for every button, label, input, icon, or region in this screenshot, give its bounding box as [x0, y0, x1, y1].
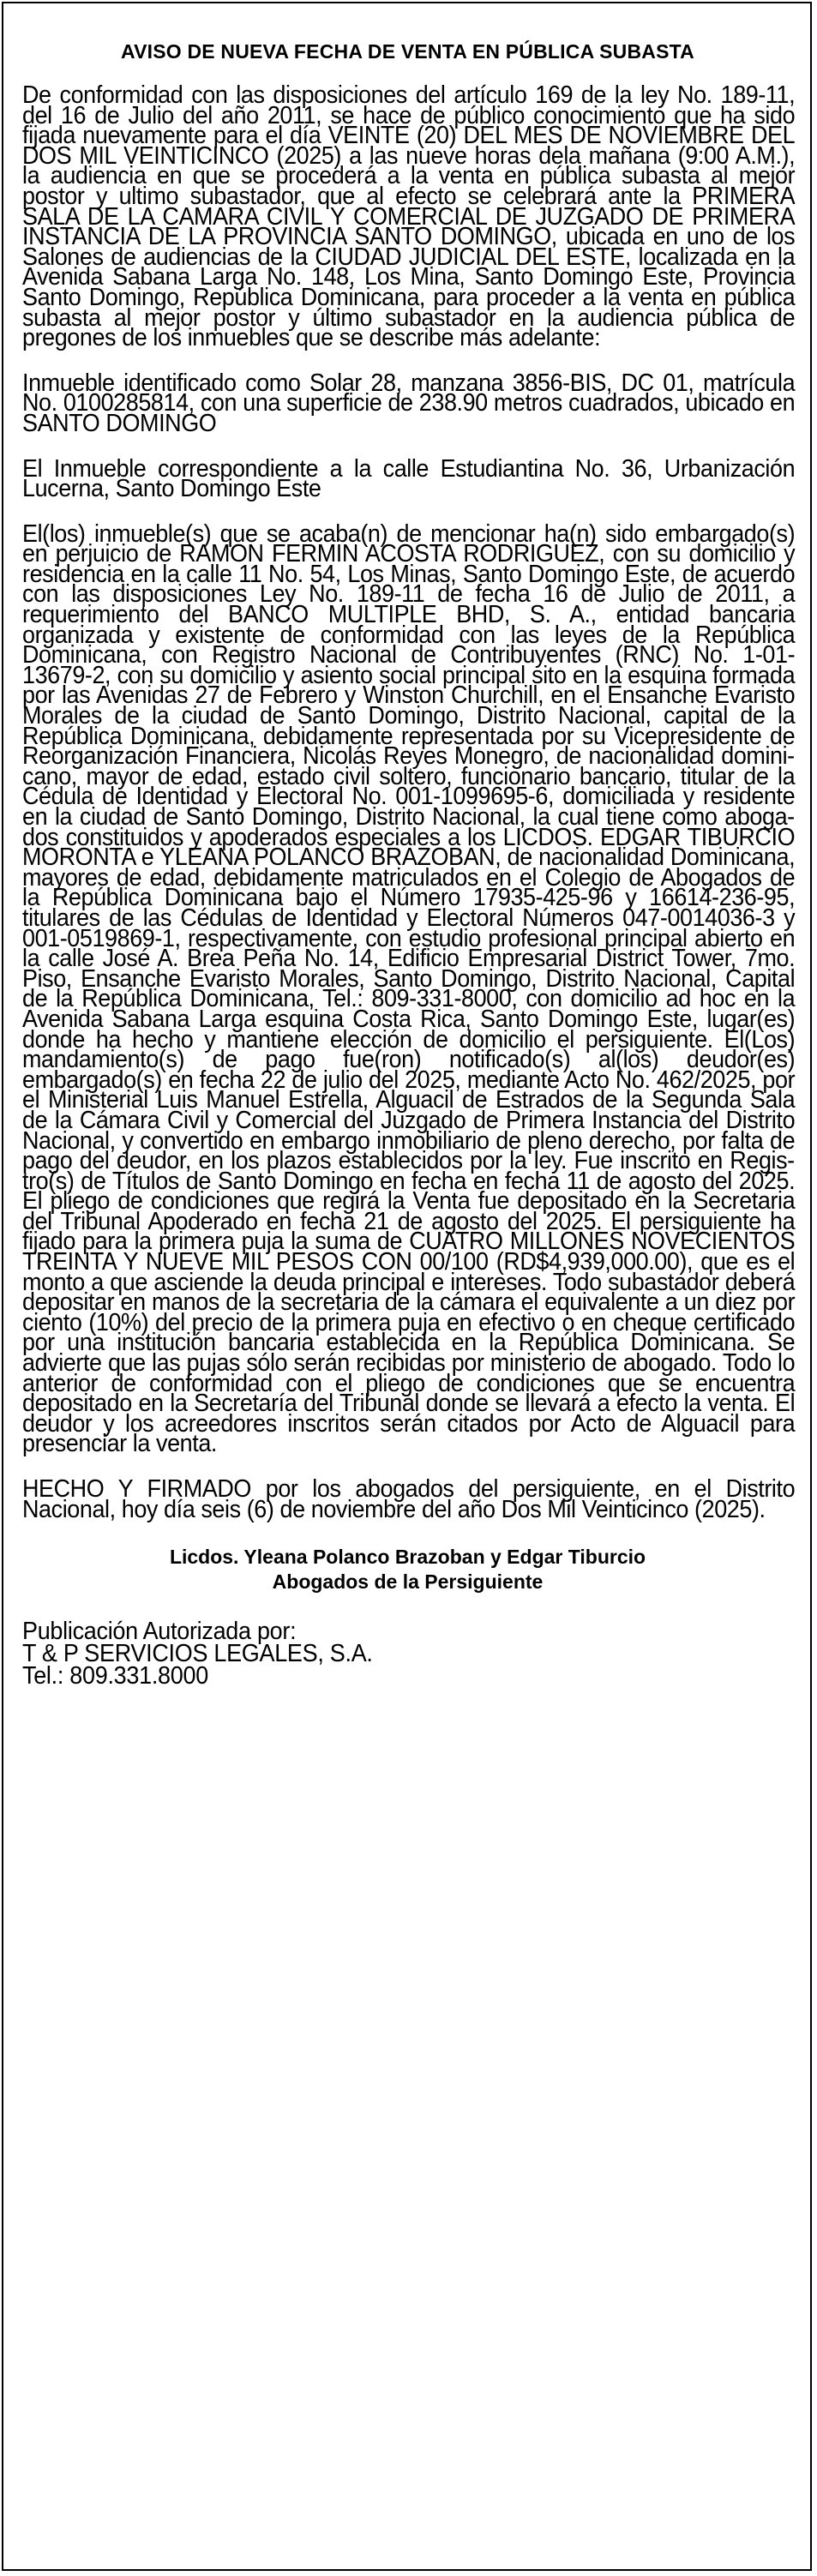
notice-title: AVISO DE NUEVA FECHA DE VENTA EN PÚBLICA SUBASTA [121, 40, 694, 63]
publication-phone: Tel.: 809.331.8000 [22, 1662, 208, 1690]
publication-block [22, 1618, 739, 1690]
signature-role: Abogados de la Persiguiente [272, 1570, 544, 1594]
publication-company: T & P SERVICIOS LEGALES, S.A. [22, 1640, 373, 1668]
publication-label: Publicación Autorizada por: [22, 1618, 297, 1646]
notice-paragraph-signed: HECHO Y FIRMADO por los abogados del persiguiente, en el Distrito Nacional, hoy día seis (6) de noviembre del año Dos Mil Veinticinco (2025). [22, 1475, 796, 1523]
notice-paragraph-seizure: El(los) inmueble(s) que se acaba(n) de mencionar ha(n) sido embargado(s) en perjuicio de RAMON FERMIN ACOSTA RODRIGUEZ, con su domicilio y residencia en la calle 11 No. 54, Los Minas, Santo Domingo Este, de acuerdo con las disposiciones Ley No. 189-11 de fecha 16 de Julio de 2011, a requerimiento del BANCO MULTIPLE BHD, S. A., entidad bancaria organizada y existente de conformidad con las leyes de la República Dominicana, con Registro Nacional de Contribuyentes (RNC) No. 1-01-13679-2, con su domicilio y asiento social principal sito en la esquina formada por las Avenidas 27 de Febrero y Winston Churchill, en el Ensanche Evaristo Morales de la ciudad de Santo Domingo, Distrito Nacional, capital de la República Dominicana, debidamente representada por su Vicepresidente de Reorganización Financiera, Nicolás Reyes Monegro, de nacionalidad dominicano, mayor de edad, estado civil soltero, funcionario bancario, titular de la Cédula de Identidad y Electoral No. 001-1099695-6, domiciliada y residente en la ciudad de Santo Domingo, Distrito Nacional, la cual tiene como abogados constituidos y apoderados especiales a los LICDOS. EDGAR TIBURCIO MORONTA e YLEANA POLANCO BRAZOBAN, de nacionalidad Dominicana, mayores de edad, debidamente matriculados en el Colegio de Abogados de la República Dominicana bajo el Número 17935-425-96 y 16614-236-95, titulares de las Cédulas de Identidad y Electoral Números 047-0014036-3 y 001-0519869-1, respectivamente, con estudio profesional principal abierto en la calle José A. Brea Peña No. 14, Edificio Empresarial District Tower, 7mo. Piso, Ensanche Evaristo Morales, Santo Domingo, Distrito Nacional, Capital de la República Dominicana, Tel.: 809-331-8000, con domicilio ad hoc en la Avenida Sabana Larga esquina Costa Rica, Santo Domingo Este, lugar(es) donde ha hecho y mantiene elección de domicilio el persiguiente. El(Los) mandamiento(s) de pago fue(ron) notificado(s) al(los) deudor(es) embargado(s) en fecha 22 de julio del 2025, mediante Acto No. 462/2025, por el Ministerial Luis Manuel Estrella, Alguacil de Estrados de la Segunda Sala de la Cámara Civil y Comercial del Juzgado de Primera Instancia del Distrito Nacional, y convertido en embargo inmobiliario de pleno derecho, por falta de pago del deudor, en los plazos establecidos por la ley. Fue inscrito en Registro(s) de Títulos de Santo Domingo en fecha en fecha 11 de agosto del 2025. El pliego de condiciones que regirá la Venta fue depositado en la Secretaria del Tribunal Apoderado en fecha 21 de agosto del 2025. El persiguiente ha fijado para la primera puja la suma de CUATRO MILLONES NOVECIENTOS TREINTA Y NUEVE MIL PESOS CON 00/100 (RD$4,939,000.00), que es el monto a que asciende la deuda principal e intereses. Todo subastador deberá depositar en manos de la secretaria de la cámara el equivalente a un diez por ciento (10%) del precio de la primera puja en efectivo o en cheque certificado por una institución bancaria establecida en la República Dominicana. Se advierte que las pujas sólo serán recibidas por ministerio de abogado. Todo lo anterior de conformidad con el pliego de condiciones que se encuentra depositado en la Secretaría del Tribunal donde se llevará a efecto la venta. El deudor y los acreedores inscritos serán citados por Acto de Alguacil para presenciar la venta. [22, 519, 796, 1458]
notice-paragraph-property: Inmueble identificado como Solar 28, manzana 3856-BIS, DC 01, matrícula No. 0100285814, con una superficie de 238.90 metros cuadrados, ubicado en SANTO DOMINGO [22, 369, 796, 437]
signature-block [22, 1545, 793, 1594]
legal-notice [2, 2, 812, 2571]
notice-paragraph-intro: De conformidad con las disposiciones del artículo 169 de la ley No. 189-11, del 16 de Julio del año 2011, se hace de público conocimiento que ha sido fijada nuevamente para el día VEINTE (20) DEL MES DE NOVIEMBRE DEL DOS MIL VEINTICINCO (2025) a las nueve horas dela mañana (9:00 A.M.), la audiencia en que se procederá a la venta en pública subasta al mejor postor y ultimo subastador, que al efecto se celebrará ante la PRIMERA SALA DE LA CAMARA CIVIL Y COMERCIAL DE JUZGADO DE PRIMERA INSTANCIA DE LA PROVINCIA SANTO DOMINGO, ubicada en uno de los Salones de audiencias de la CIUDAD JUDICIAL DEL ESTE, localizada en la Avenida Sabana Larga No. 148, Los Mina, Santo Domingo Este, Provincia Santo Domingo, República Dominicana, para proceder a la venta en pública subasta al mejor postor y último subastador en la audiencia pública de pregones de los inmuebles que se describe más adelante: [22, 81, 796, 352]
notice-paragraph-address: El Inmueble correspondiente a la calle Estudiantina No. 36, Urbanización Lucerna, Santo Domingo Este [22, 454, 796, 503]
signature-names: Licdos. Yleana Polanco Brazoban y Edgar Tiburcio [169, 1546, 646, 1569]
